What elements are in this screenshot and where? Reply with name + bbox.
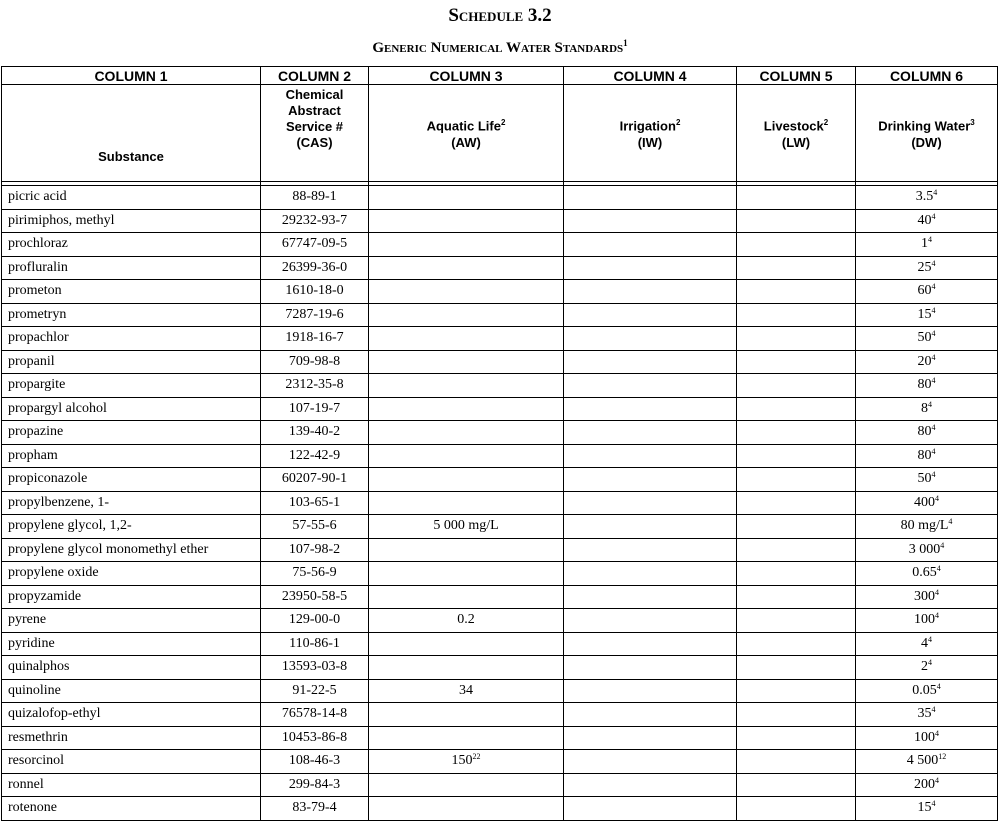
table-row	[2, 797, 998, 821]
dw-value: 200	[914, 776, 935, 792]
drinking-water-cell	[856, 209, 998, 233]
drinking-water-cell	[856, 280, 998, 304]
schedule-title: Schedule 3.2	[448, 5, 552, 26]
livestock-cell	[737, 797, 856, 821]
cas-cell: 107-19-7	[261, 397, 369, 421]
dw-value: 2	[921, 659, 928, 675]
dw-value: 1	[921, 236, 928, 252]
livestock-cell	[737, 280, 856, 304]
dw-value-footnote: 4	[931, 352, 936, 362]
aquatic-life-cell	[369, 303, 564, 327]
drinking-water-cell	[856, 562, 998, 586]
cas-cell: 83-79-4	[261, 797, 369, 821]
drinking-water-cell	[856, 632, 998, 656]
drinking-water-cell	[856, 773, 998, 797]
dw-value: 80	[917, 447, 932, 463]
dw-value-footnote: 4	[931, 705, 936, 715]
table-subtitle	[0, 38, 1000, 57]
table-row	[2, 374, 998, 398]
dw-value-footnote: 12	[938, 752, 947, 762]
drinking-water-cell	[856, 350, 998, 374]
irrigation-cell	[564, 515, 737, 539]
irrigation-cell	[564, 280, 737, 304]
dw-value: 15	[917, 800, 932, 816]
cas-cell: 1918-16-7	[261, 327, 369, 351]
table-row	[2, 209, 998, 233]
aquatic-life-cell	[369, 703, 564, 727]
cas-cell: 129-00-0	[261, 609, 369, 633]
irrigation-cell	[564, 750, 737, 774]
column-4-header: COLUMN 4	[564, 67, 737, 85]
drinking-water-cell	[856, 679, 998, 703]
cas-cell: 60207-90-1	[261, 468, 369, 492]
drinking-water-cell	[856, 726, 998, 750]
dw-value: 50	[917, 471, 932, 487]
irrigation-cell	[564, 797, 737, 821]
livestock-cell	[737, 256, 856, 280]
cas-cell: 110-86-1	[261, 632, 369, 656]
irrigation-cell	[564, 444, 737, 468]
aquatic-life-cell	[369, 679, 564, 703]
irrigation-cell	[564, 209, 737, 233]
substance-cell: resorcinol	[2, 750, 261, 774]
substance-cell: prochloraz	[2, 233, 261, 257]
dw-value: 80 mg/L	[900, 518, 949, 534]
cas-cell: 88-89-1	[261, 186, 369, 210]
substance-header: Substance	[2, 85, 261, 182]
cas-header-line: (CAS)	[296, 135, 333, 150]
dw-value: 80	[917, 424, 932, 440]
livestock-cell	[737, 397, 856, 421]
dw-value: 80	[917, 377, 932, 393]
cas-cell: 29232-93-7	[261, 209, 369, 233]
dw-value-footnote: 4	[931, 446, 936, 456]
livestock-cell	[737, 538, 856, 562]
livestock-cell	[737, 515, 856, 539]
cas-cell: 107-98-2	[261, 538, 369, 562]
aquatic-life-cell	[369, 515, 564, 539]
aquatic-life-cell	[369, 656, 564, 680]
drinking-water-cell	[856, 797, 998, 821]
column-1-header: COLUMN 1	[2, 67, 261, 85]
dw-value-footnote: 4	[935, 728, 939, 738]
aquatic-life-cell	[369, 327, 564, 351]
cas-cell: 26399-36-0	[261, 256, 369, 280]
aquatic-life-cell	[369, 280, 564, 304]
drinking-water-cell	[856, 233, 998, 257]
irrigation-cell	[564, 609, 737, 633]
dw-value: 400	[914, 494, 935, 510]
drinking-water-header	[856, 85, 998, 182]
livestock-cell	[737, 609, 856, 633]
substance-cell: propargite	[2, 374, 261, 398]
substance-cell: quizalofop-ethyl	[2, 703, 261, 727]
dw-value-footnote: 4	[940, 540, 945, 550]
aw-value: 34	[459, 682, 473, 698]
livestock-cell	[737, 209, 856, 233]
irrigation-cell	[564, 256, 737, 280]
iw-abbr: (IW)	[637, 134, 663, 150]
drinking-water-cell	[856, 444, 998, 468]
cas-cell: 10453-86-8	[261, 726, 369, 750]
dw-value: 3.5	[915, 189, 934, 205]
aw-label: Aquatic Life	[426, 118, 501, 134]
aw-value: 150	[451, 753, 473, 769]
drinking-water-cell	[856, 374, 998, 398]
drinking-water-cell	[856, 656, 998, 680]
livestock-cell	[737, 374, 856, 398]
substance-cell: propham	[2, 444, 261, 468]
drinking-water-cell	[856, 327, 998, 351]
table-row	[2, 444, 998, 468]
table-row	[2, 726, 998, 750]
aquatic-life-cell	[369, 397, 564, 421]
substance-cell: quinoline	[2, 679, 261, 703]
aquatic-life-cell	[369, 609, 564, 633]
irrigation-cell	[564, 562, 737, 586]
table-row	[2, 656, 998, 680]
drinking-water-cell	[856, 538, 998, 562]
substance-cell: propyzamide	[2, 585, 261, 609]
table-row	[2, 773, 998, 797]
column-3-header: COLUMN 3	[369, 67, 564, 85]
aquatic-life-cell	[369, 421, 564, 445]
dw-value: 25	[917, 259, 932, 275]
cas-header-line: Service #	[285, 119, 344, 134]
table-row	[2, 233, 998, 257]
dw-value: 15	[917, 306, 932, 322]
lw-footnote: 2	[823, 118, 829, 128]
table-row	[2, 350, 998, 374]
substance-cell: pyrene	[2, 609, 261, 633]
dw-value: 4 500	[906, 753, 939, 769]
aquatic-life-cell	[369, 632, 564, 656]
aquatic-life-cell	[369, 350, 564, 374]
dw-value: 4	[921, 635, 928, 651]
table-row	[2, 515, 998, 539]
dw-footnote: 3	[970, 118, 975, 128]
drinking-water-cell	[856, 491, 998, 515]
table-row	[2, 303, 998, 327]
dw-value-footnote: 4	[928, 634, 932, 644]
substance-cell: propanil	[2, 350, 261, 374]
irrigation-cell	[564, 233, 737, 257]
irrigation-cell	[564, 327, 737, 351]
substance-cell: ronnel	[2, 773, 261, 797]
cas-cell: 91-22-5	[261, 679, 369, 703]
livestock-cell	[737, 233, 856, 257]
substance-cell: propylene glycol monomethyl ether	[2, 538, 261, 562]
livestock-cell	[737, 350, 856, 374]
livestock-cell	[737, 562, 856, 586]
dw-value-footnote: 4	[933, 188, 938, 198]
subtitle-footnote: 1	[623, 38, 628, 48]
irrigation-cell	[564, 538, 737, 562]
livestock-cell	[737, 491, 856, 515]
table-row	[2, 421, 998, 445]
livestock-cell	[737, 679, 856, 703]
column-6-header: COLUMN 6	[856, 67, 998, 85]
dw-value: 3 000	[908, 541, 941, 557]
table-row	[2, 562, 998, 586]
aquatic-life-cell	[369, 233, 564, 257]
dw-value: 100	[914, 729, 935, 745]
aw-value-footnote: 22	[472, 752, 481, 762]
dw-value: 100	[914, 612, 935, 628]
irrigation-cell	[564, 350, 737, 374]
aquatic-life-cell	[369, 444, 564, 468]
cas-cell: 7287-19-6	[261, 303, 369, 327]
drinking-water-cell	[856, 421, 998, 445]
dw-value: 0.65	[912, 565, 937, 581]
livestock-cell	[737, 656, 856, 680]
column-description-row	[2, 85, 998, 182]
dw-value-footnote: 4	[928, 399, 932, 409]
cas-cell: 709-98-8	[261, 350, 369, 374]
livestock-cell	[737, 468, 856, 492]
aquatic-life-cell	[369, 797, 564, 821]
dw-value-footnote: 4	[931, 258, 936, 268]
dw-label: Drinking Water	[878, 118, 971, 134]
irrigation-cell	[564, 303, 737, 327]
dw-value-footnote: 4	[936, 681, 941, 691]
irrigation-cell	[564, 585, 737, 609]
substance-cell: picric acid	[2, 186, 261, 210]
cas-cell: 139-40-2	[261, 421, 369, 445]
irrigation-cell	[564, 374, 737, 398]
cas-cell: 1610-18-0	[261, 280, 369, 304]
dw-value-footnote: 4	[935, 611, 939, 621]
subtitle-text: Generic Numerical Water Standards	[372, 40, 624, 56]
cas-cell: 122-42-9	[261, 444, 369, 468]
livestock-cell	[737, 632, 856, 656]
substance-cell: propylbenzene, 1-	[2, 491, 261, 515]
drinking-water-cell	[856, 750, 998, 774]
drinking-water-cell	[856, 585, 998, 609]
table-row	[2, 585, 998, 609]
substance-cell: resmethrin	[2, 726, 261, 750]
irrigation-cell	[564, 632, 737, 656]
irrigation-cell	[564, 421, 737, 445]
table-row	[2, 750, 998, 774]
irrigation-cell	[564, 726, 737, 750]
cas-header-line: Chemical	[285, 87, 344, 102]
dw-value-footnote: 4	[948, 517, 953, 527]
dw-value-footnote: 4	[931, 329, 936, 339]
table-row	[2, 468, 998, 492]
table-row	[2, 491, 998, 515]
dw-value: 20	[917, 353, 932, 369]
drinking-water-cell	[856, 515, 998, 539]
substance-cell: propylene oxide	[2, 562, 261, 586]
water-standards-table	[1, 66, 998, 821]
lw-label: Livestock	[763, 118, 824, 134]
livestock-cell	[737, 327, 856, 351]
iw-footnote: 2	[675, 118, 681, 128]
irrigation-cell	[564, 703, 737, 727]
table-row	[2, 256, 998, 280]
aquatic-life-cell	[369, 750, 564, 774]
aquatic-life-cell	[369, 374, 564, 398]
dw-value-footnote: 4	[931, 211, 936, 221]
livestock-cell	[737, 186, 856, 210]
dw-value-footnote: 4	[935, 493, 939, 503]
table-row	[2, 280, 998, 304]
livestock-cell	[737, 703, 856, 727]
irrigation-header	[564, 85, 737, 182]
aquatic-life-cell	[369, 538, 564, 562]
table-row	[2, 609, 998, 633]
drinking-water-cell	[856, 609, 998, 633]
aquatic-life-cell	[369, 186, 564, 210]
dw-value-footnote: 4	[931, 305, 936, 315]
drinking-water-cell	[856, 256, 998, 280]
cas-cell: 57-55-6	[261, 515, 369, 539]
drinking-water-cell	[856, 703, 998, 727]
table-row	[2, 703, 998, 727]
substance-cell: propazine	[2, 421, 261, 445]
drinking-water-cell	[856, 468, 998, 492]
table-row	[2, 327, 998, 351]
aw-footnote: 2	[500, 118, 506, 128]
substance-cell: propachlor	[2, 327, 261, 351]
drinking-water-cell	[856, 186, 998, 210]
table-row	[2, 538, 998, 562]
table-body	[2, 186, 998, 821]
livestock-cell	[737, 726, 856, 750]
livestock-cell	[737, 421, 856, 445]
irrigation-cell	[564, 491, 737, 515]
dw-abbr: (DW)	[911, 134, 942, 150]
dw-value-footnote: 4	[936, 564, 941, 574]
dw-value: 40	[917, 212, 932, 228]
dw-value: 0.05	[912, 682, 937, 698]
livestock-cell	[737, 585, 856, 609]
dw-value: 8	[921, 400, 928, 416]
irrigation-cell	[564, 397, 737, 421]
livestock-cell	[737, 444, 856, 468]
irrigation-cell	[564, 186, 737, 210]
substance-cell: pyridine	[2, 632, 261, 656]
table-row	[2, 397, 998, 421]
cas-cell: 67747-09-5	[261, 233, 369, 257]
drinking-water-cell	[856, 397, 998, 421]
column-number-row	[2, 67, 998, 85]
substance-cell: prometon	[2, 280, 261, 304]
irrigation-cell	[564, 679, 737, 703]
table-row	[2, 632, 998, 656]
aquatic-life-cell	[369, 468, 564, 492]
aquatic-life-cell	[369, 773, 564, 797]
dw-value-footnote: 4	[931, 799, 936, 809]
substance-cell: prometryn	[2, 303, 261, 327]
dw-value-footnote: 4	[931, 470, 936, 480]
substance-cell: rotenone	[2, 797, 261, 821]
dw-value: 60	[917, 283, 932, 299]
cas-cell: 23950-58-5	[261, 585, 369, 609]
aquatic-life-cell	[369, 585, 564, 609]
cas-header-line: Abstract	[288, 103, 341, 118]
dw-value-footnote: 4	[928, 658, 932, 668]
irrigation-cell	[564, 773, 737, 797]
dw-value-footnote: 4	[931, 423, 936, 433]
cas-cell: 13593-03-8	[261, 656, 369, 680]
livestock-cell	[737, 303, 856, 327]
aquatic-life-cell	[369, 726, 564, 750]
aquatic-life-cell	[369, 209, 564, 233]
substance-cell: quinalphos	[2, 656, 261, 680]
cas-cell: 103-65-1	[261, 491, 369, 515]
substance-cell: propylene glycol, 1,2-	[2, 515, 261, 539]
substance-cell: propargyl alcohol	[2, 397, 261, 421]
irrigation-cell	[564, 468, 737, 492]
cas-header	[261, 85, 369, 182]
livestock-cell	[737, 773, 856, 797]
substance-cell: pirimiphos, methyl	[2, 209, 261, 233]
column-5-header: COLUMN 5	[737, 67, 856, 85]
aw-abbr: (AW)	[451, 134, 481, 150]
aw-value: 0.2	[457, 612, 475, 628]
dw-value-footnote: 4	[931, 376, 936, 386]
aquatic-life-header	[369, 85, 564, 182]
dw-value-footnote: 4	[928, 235, 932, 245]
cas-cell: 75-56-9	[261, 562, 369, 586]
substance-cell: profluralin	[2, 256, 261, 280]
drinking-water-cell	[856, 303, 998, 327]
table-row	[2, 186, 998, 210]
cas-cell: 76578-14-8	[261, 703, 369, 727]
cas-cell: 299-84-3	[261, 773, 369, 797]
lw-abbr: (LW)	[781, 134, 811, 150]
iw-label: Irrigation	[619, 118, 676, 134]
cas-cell: 2312-35-8	[261, 374, 369, 398]
cas-cell: 108-46-3	[261, 750, 369, 774]
aquatic-life-cell	[369, 256, 564, 280]
dw-value: 35	[917, 706, 932, 722]
dw-value: 50	[917, 330, 932, 346]
dw-value: 300	[914, 588, 935, 604]
table-row	[2, 679, 998, 703]
dw-value-footnote: 4	[931, 282, 936, 292]
column-2-header: COLUMN 2	[261, 67, 369, 85]
irrigation-cell	[564, 656, 737, 680]
substance-cell: propiconazole	[2, 468, 261, 492]
aquatic-life-cell	[369, 491, 564, 515]
livestock-header	[737, 85, 856, 182]
livestock-cell	[737, 750, 856, 774]
dw-value-footnote: 4	[935, 775, 939, 785]
aquatic-life-cell	[369, 562, 564, 586]
aw-value: 5 000 mg/L	[433, 518, 499, 534]
dw-value-footnote: 4	[935, 587, 939, 597]
